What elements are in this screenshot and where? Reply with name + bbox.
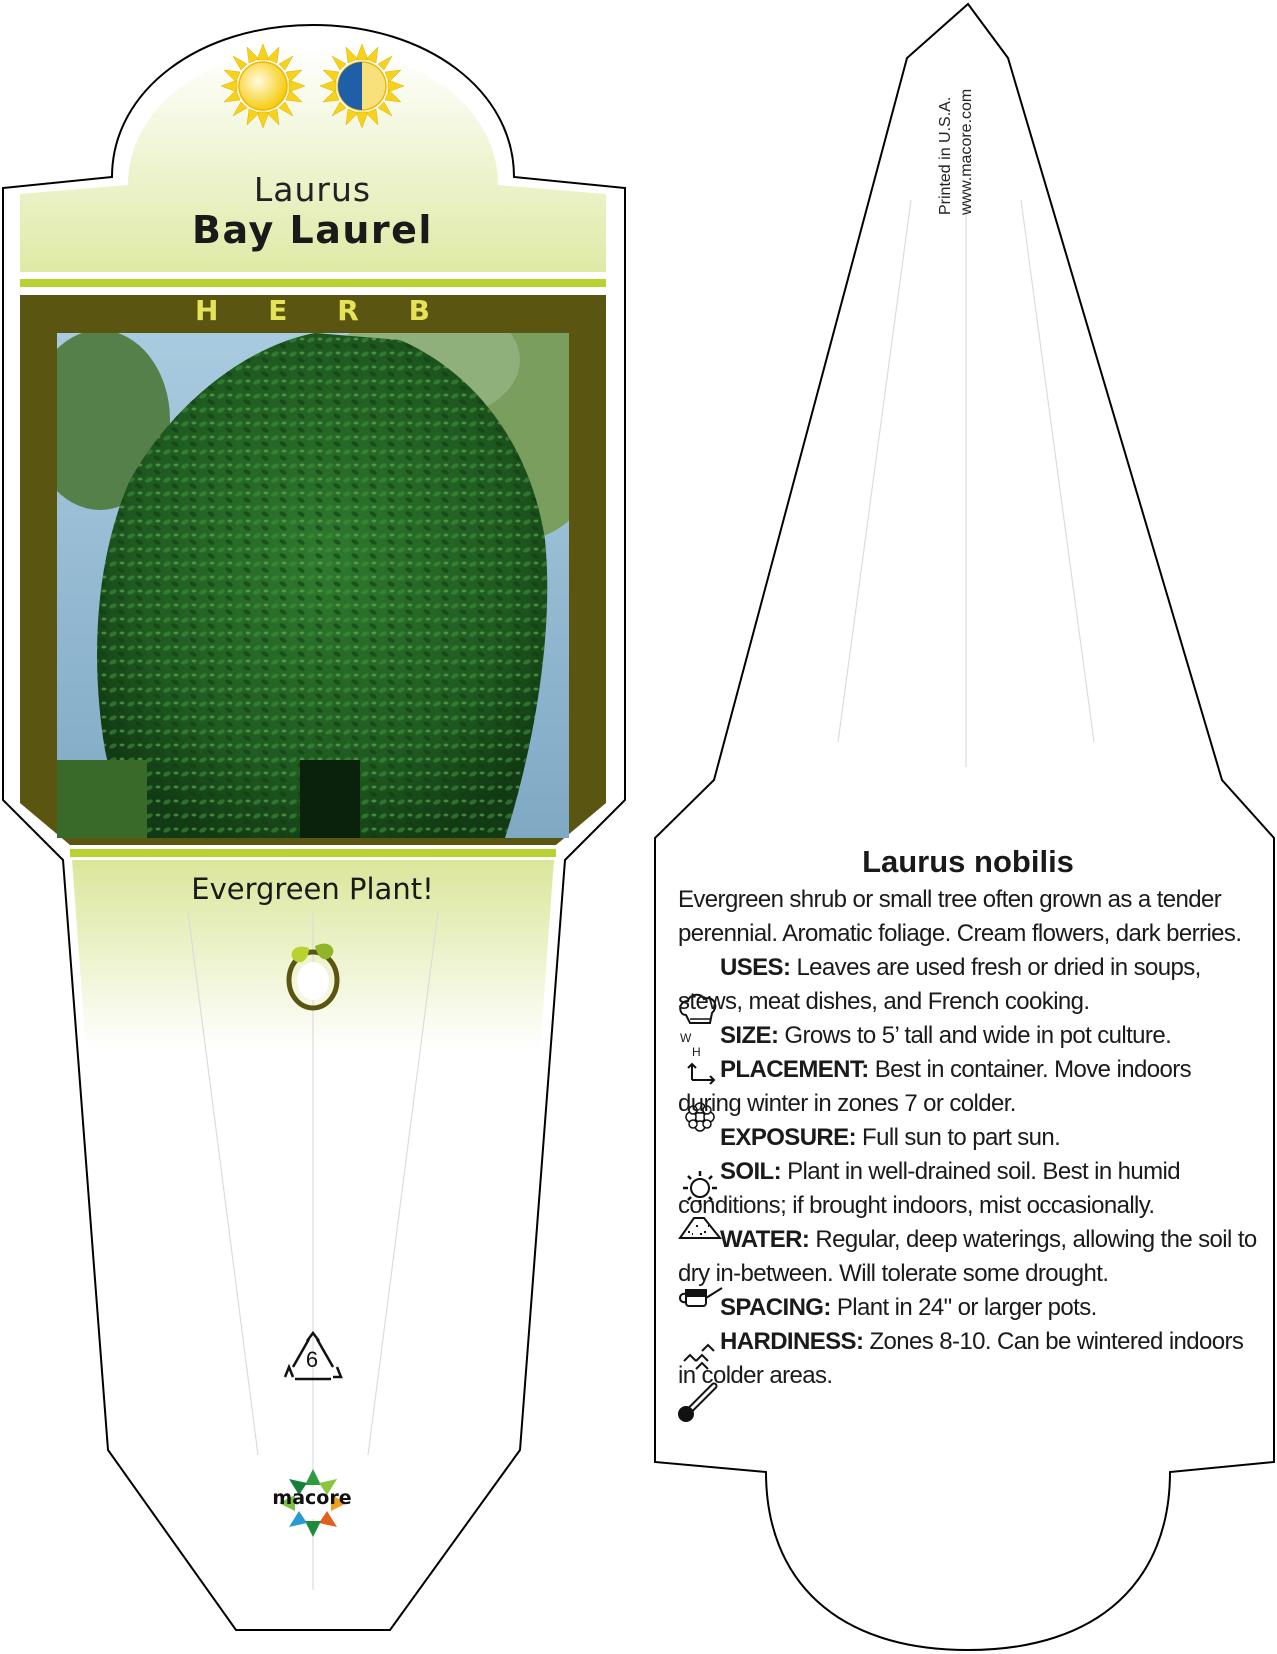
printed-in: Printed in U.S.A.: [937, 96, 954, 215]
section-text: Full sun to part sun.: [862, 1124, 1061, 1151]
section-text: Plant in 24" or larger pots.: [836, 1294, 1097, 1321]
section-text: Leaves are used fresh or dried in soups, stews, meat dishes, and French cooking.: [678, 954, 1201, 1015]
description: Evergreen shrub or small tree often grown as a tender perennial. Aromatic foliage. Cream flowers, dark berries.: [678, 886, 1242, 947]
brand-name: macore: [272, 1487, 352, 1509]
section-label: USES:: [720, 954, 791, 981]
full-sun-icon: [221, 44, 305, 128]
care-section-exposure: [678, 1121, 1258, 1155]
category-letter: E: [268, 294, 288, 327]
category-label: [195, 294, 430, 327]
category-letter: H: [195, 294, 219, 327]
lower-divider: [70, 849, 556, 857]
category-letter: B: [408, 294, 430, 327]
plant-photo: [30, 300, 610, 838]
section-text: Regular, deep waterings, allowing the soil to dry in-between. Will tolerate some drought.: [678, 1226, 1257, 1287]
category-letter: R: [337, 294, 359, 327]
care-section-spacing: [678, 1291, 1258, 1325]
botanical-name: Laurus nobilis: [862, 844, 1074, 879]
section-label: SOIL:: [720, 1158, 781, 1185]
section-label: HARDINESS:: [720, 1328, 864, 1355]
size-icon-h: H: [692, 1045, 701, 1059]
section-label: WATER:: [720, 1226, 810, 1253]
size-icon-w: W: [680, 1031, 691, 1045]
header-divider: [20, 279, 606, 287]
imprint: [935, 89, 977, 215]
back-content: [678, 845, 1258, 1393]
back-tag-outline: [655, 4, 1274, 1650]
section-label: SPACING:: [720, 1294, 831, 1321]
part-sun-icon: [320, 44, 404, 128]
care-section-uses: [678, 951, 1258, 1019]
section-text: Plant in well-drained soil. Best in humid conditions; if brought indoors, mist occasionally.: [678, 1158, 1181, 1219]
genus-name: Laurus: [253, 170, 372, 209]
section-text: Zones 8-10. Can be wintered indoors in colder areas.: [678, 1328, 1244, 1389]
care-section-hardiness: [678, 1325, 1258, 1393]
tagline: Evergreen Plant!: [191, 872, 434, 906]
recycle-number: 6: [305, 1347, 319, 1372]
section-label: SIZE:: [720, 1022, 779, 1049]
care-section-size: [678, 1019, 1258, 1059]
section-label: EXPOSURE:: [720, 1124, 856, 1151]
section-text: Grows to 5’ tall and wide in pot culture.: [784, 1022, 1172, 1049]
section-text: Best in container. Move indoors during winter in zones 7 or colder.: [678, 1056, 1192, 1117]
section-label: PLACEMENT:: [720, 1056, 869, 1083]
website: www.macore.com: [958, 88, 975, 215]
common-name: Bay Laurel: [192, 208, 433, 252]
care-section-soil: [678, 1155, 1258, 1223]
care-section-water: [678, 1223, 1258, 1291]
care-section-placement: [678, 1053, 1258, 1121]
